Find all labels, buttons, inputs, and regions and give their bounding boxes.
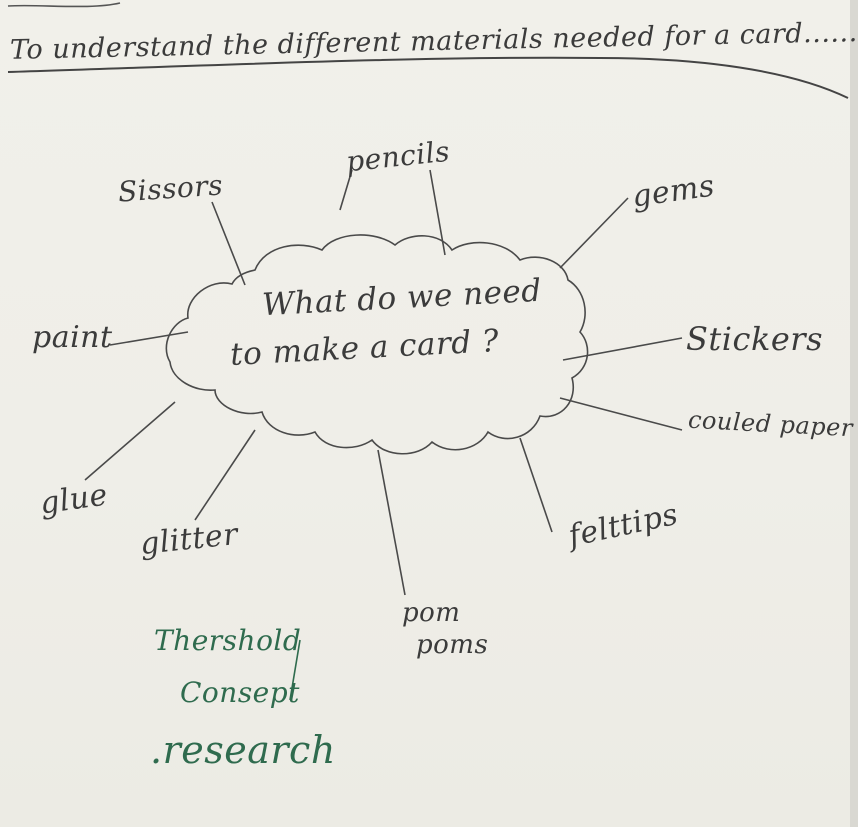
teacher-note-line3: .research (150, 728, 336, 772)
label-gems: gems (629, 168, 717, 215)
line-gems (560, 198, 628, 268)
label-scissors: Sissors (116, 168, 225, 209)
line-felttips (520, 438, 552, 532)
label-glue: glue (37, 477, 110, 522)
line-pom-poms (378, 450, 405, 595)
label-pom-poms-2: poms (416, 630, 489, 660)
center-question-line1: What do we need (261, 272, 543, 324)
label-glitter: glitter (138, 516, 240, 563)
line-glitter (195, 430, 255, 520)
objective-main: To understand the different materials needed for a card (9, 18, 804, 66)
label-pencils: pencils (344, 134, 452, 179)
line-pencils-b (430, 170, 445, 255)
header-underline (8, 58, 848, 98)
label-coloured-paper: couled paper (687, 405, 854, 443)
line-stickers (563, 338, 682, 360)
line-paint (110, 332, 188, 345)
line-glue (85, 402, 175, 480)
label-felttips: felttips (565, 496, 682, 555)
label-paint: paint (32, 320, 113, 355)
objective-trail: ...... (802, 17, 858, 50)
label-pom-poms-1: pom (402, 598, 461, 628)
top-scribble (8, 3, 120, 7)
teacher-note-line1: Thershold (154, 624, 302, 657)
center-question-line2: to make a card ? (229, 322, 500, 374)
line-coloured-paper (560, 398, 682, 430)
teacher-note-line2: Consept (180, 676, 300, 709)
label-stickers: Stickers (686, 320, 823, 358)
line-scissors (212, 202, 245, 285)
